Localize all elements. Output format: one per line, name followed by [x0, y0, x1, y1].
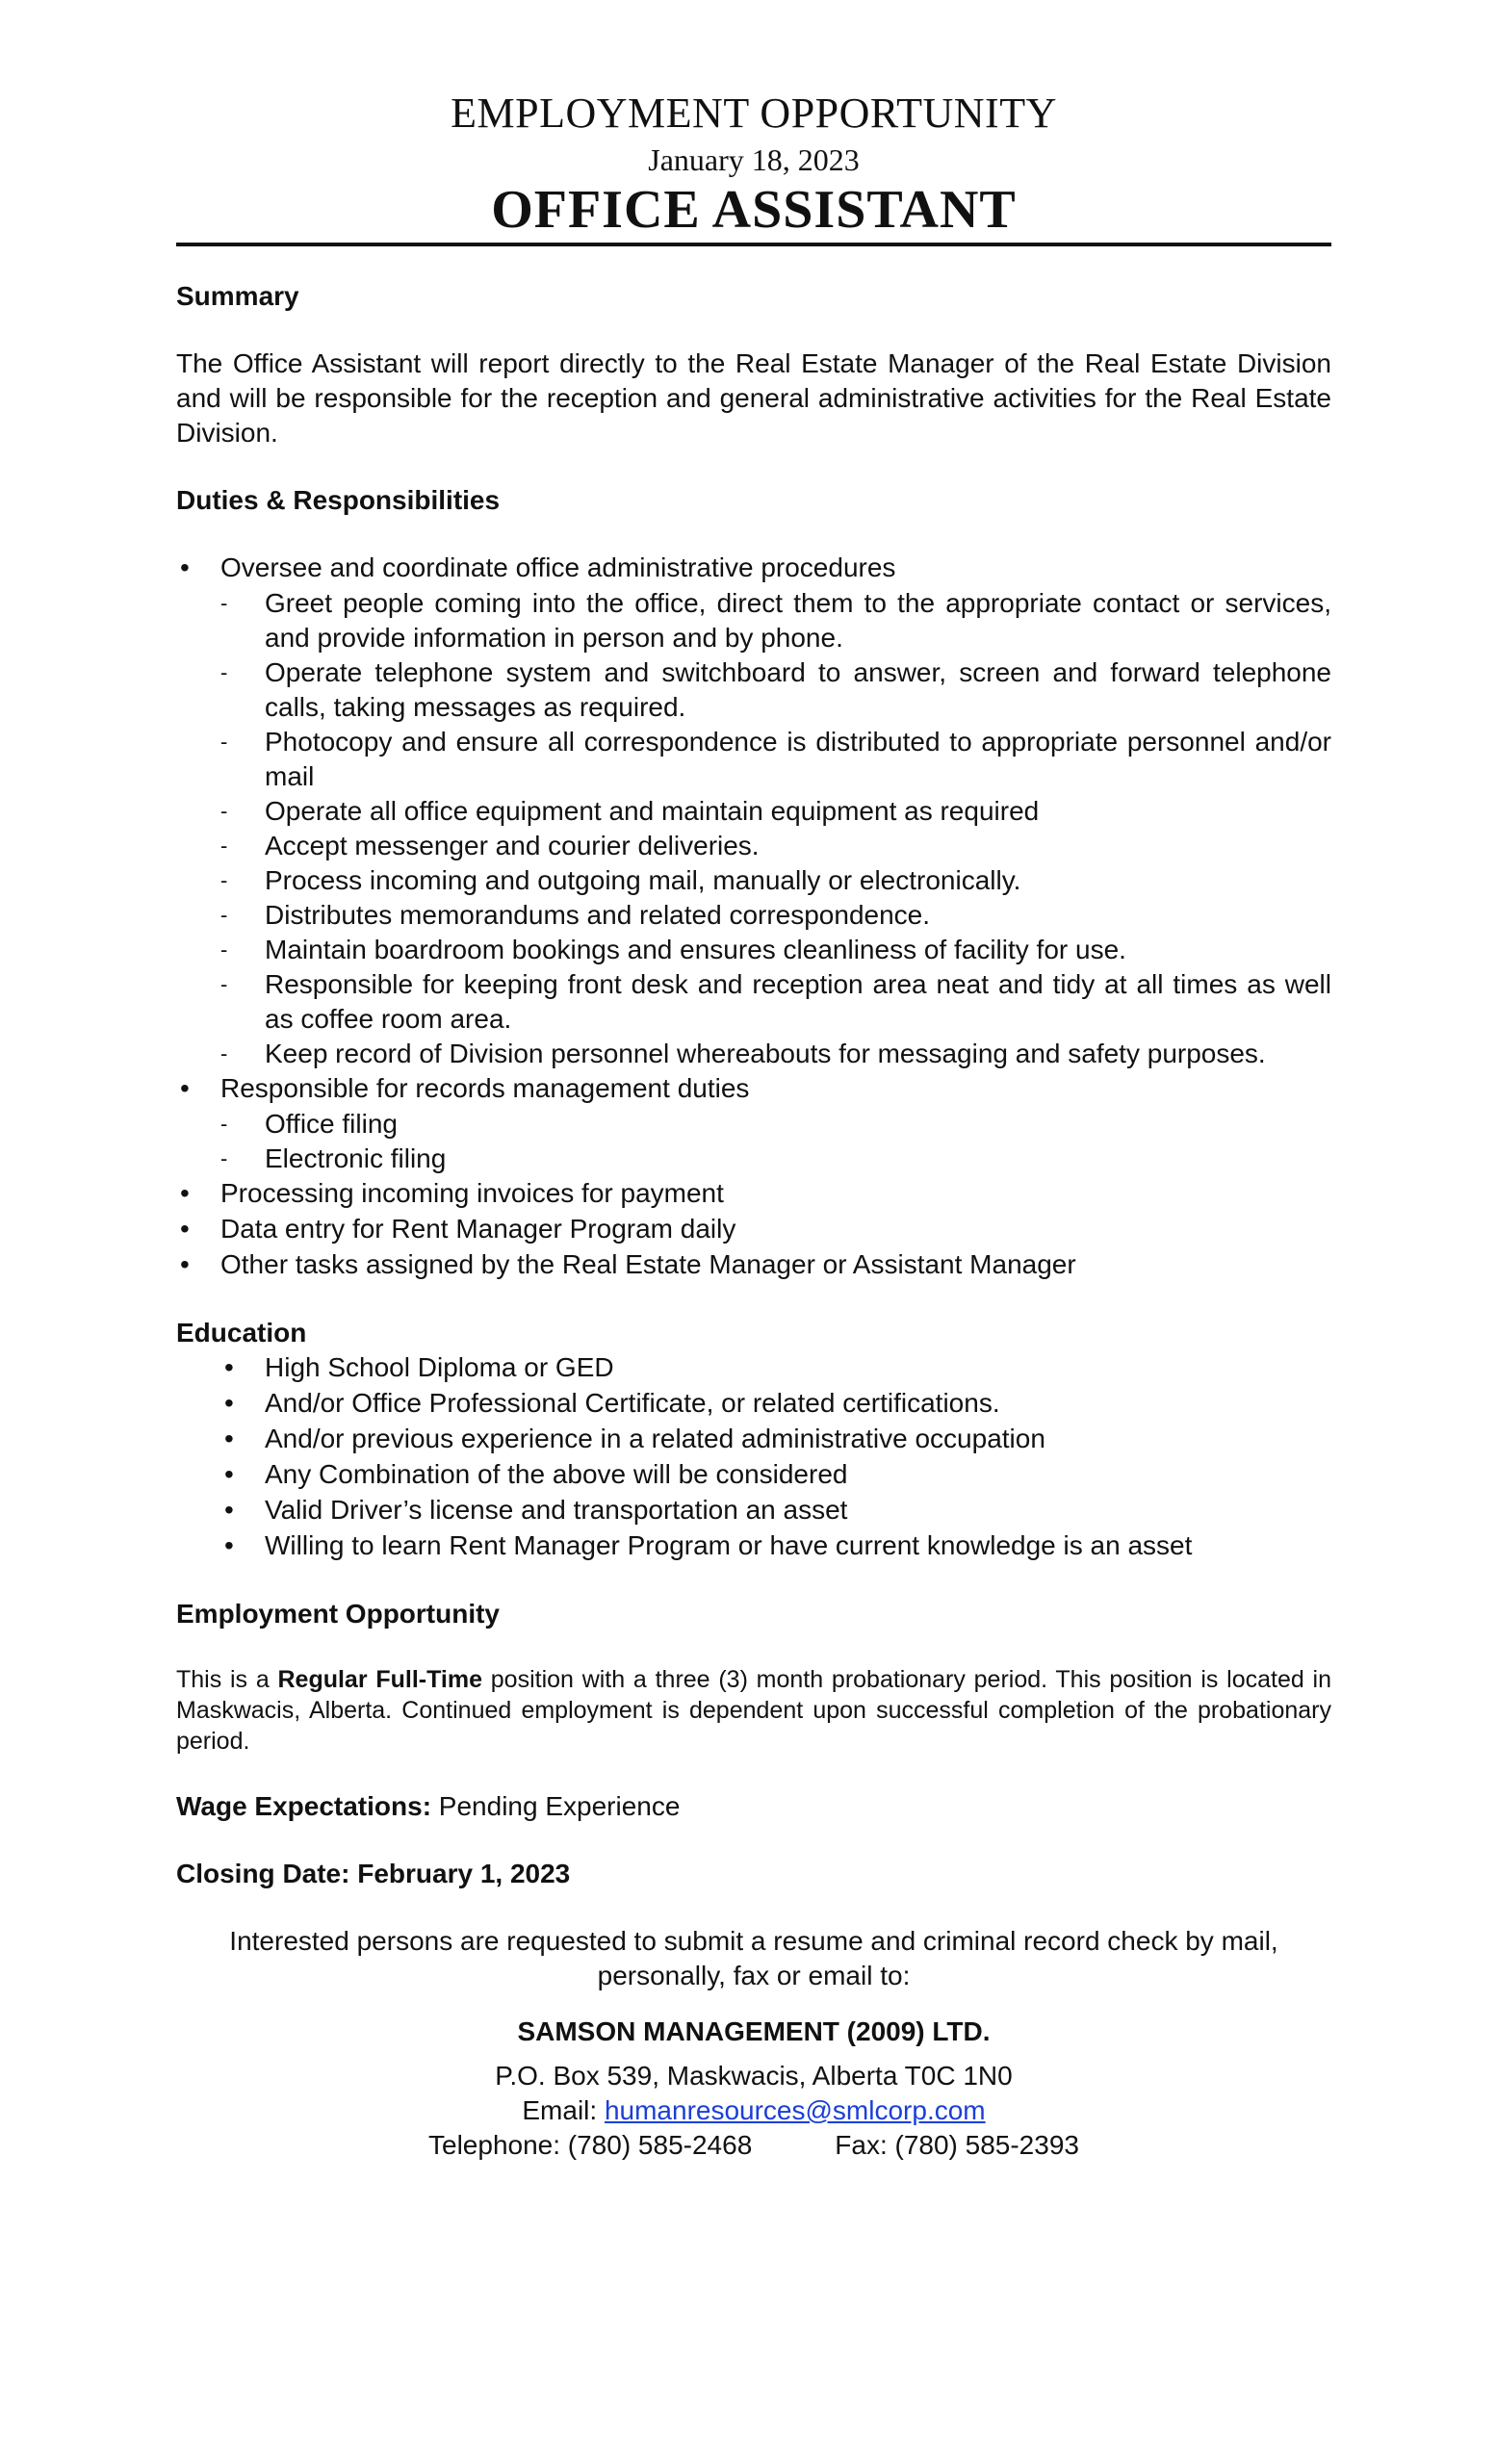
education-list	[176, 1350, 1331, 1563]
closing-date: Closing Date: February 1, 2023	[176, 1859, 571, 1888]
duty-sublist	[220, 586, 1331, 1071]
wage-line	[176, 1789, 1331, 1824]
duty-subitem: - Maintain boardroom bookings and ensures cleanliness of facility for use.	[220, 933, 1331, 967]
duty-item	[176, 1176, 1331, 1211]
employment-text-before: This is a	[176, 1666, 278, 1693]
education-item: • And/or previous experience in a related administrative occupation	[220, 1422, 1331, 1456]
duty-subitem: - Operate all office equipment and maintain equipment as required	[220, 794, 1331, 829]
duties-list	[176, 551, 1331, 1282]
duty-text: • Oversee and coordinate office administrative procedures	[220, 552, 896, 582]
contact-intro: Interested persons are requested to submit a resume and criminal record check by mail, personally, fax or email to:	[229, 1926, 1278, 1990]
education-heading: Education	[176, 1318, 307, 1348]
employment-heading: Employment Opportunity	[176, 1599, 500, 1629]
duty-subitem: - Greet people coming into the office, direct them to the appropriate contact or services, and provide information in person and by phone.	[220, 586, 1331, 655]
job-title: OFFICE ASSISTANT	[491, 180, 1017, 240]
mailing-address: P.O. Box 539, Maskwacis, Alberta T0C 1N0	[495, 2061, 1013, 2091]
header-eyebrow: EMPLOYMENT OPPORTUNITY	[451, 90, 1057, 137]
email-line	[176, 2093, 1331, 2128]
duty-text: • Processing incoming invoices for payment	[220, 1178, 724, 1208]
wage-value: Pending Experience	[431, 1791, 681, 1821]
education-item: • Willing to learn Rent Manager Program or have current knowledge is an asset	[220, 1528, 1331, 1563]
header-date: January 18, 2023	[648, 142, 860, 177]
company-name: SAMSON MANAGEMENT (2009) LTD.	[517, 2016, 991, 2046]
duty-subitem: - Operate telephone system and switchboard to answer, screen and forward telephone calls, taking messages as required.	[220, 655, 1331, 725]
education-item: • High School Diploma or GED	[220, 1350, 1331, 1385]
duty-text: • Responsible for records management duties	[220, 1073, 750, 1103]
email-link[interactable]: humanresources@smlcorp.com	[604, 2095, 986, 2125]
duties-heading: Duties & Responsibilities	[176, 485, 501, 515]
duty-subitem: - Office filing	[220, 1107, 1331, 1142]
duty-subitem: - Photocopy and ensure all correspondence is distributed to appropriate personnel and/or mail	[220, 725, 1331, 794]
duty-subitem: - Accept messenger and courier deliveries.	[220, 829, 1331, 863]
education-item: • Valid Driver’s license and transportation an asset	[220, 1493, 1331, 1527]
email-label: Email:	[522, 2095, 605, 2125]
duty-subitem: - Distributes memorandums and related correspondence.	[220, 898, 1331, 933]
fax: Fax: (780) 585-2393	[835, 2130, 1079, 2160]
telephone: Telephone: (780) 585-2468	[428, 2130, 753, 2160]
duty-text: • Data entry for Rent Manager Program daily	[220, 1214, 736, 1244]
summary-heading: Summary	[176, 281, 299, 311]
header-divider	[176, 243, 1331, 246]
phone-fax-line	[176, 2128, 1331, 2163]
duty-item	[176, 551, 1331, 1071]
duty-subitem: - Responsible for keeping front desk and reception area neat and tidy at all times as well as coffee room area.	[220, 967, 1331, 1037]
duty-text: • Other tasks assigned by the Real Estate Manager or Assistant Manager	[220, 1249, 1076, 1279]
employment-text	[176, 1664, 1331, 1757]
summary-text: The Office Assistant will report directly to the Real Estate Manager of the Real Estate Division and will be responsible for the reception and general administrative activities for the Real Estate Division.	[176, 348, 1331, 448]
duty-item	[176, 1071, 1331, 1176]
wage-label: Wage Expectations:	[176, 1791, 432, 1821]
duty-subitem: - Process incoming and outgoing mail, manually or electronically.	[220, 863, 1331, 898]
education-item: • And/or Office Professional Certificate, or related certifications.	[220, 1386, 1331, 1421]
duty-subitem: - Keep record of Division personnel whereabouts for messaging and safety purposes.	[220, 1037, 1331, 1071]
employment-type: Regular Full-Time	[277, 1666, 482, 1693]
duty-subitem: - Electronic filing	[220, 1142, 1331, 1176]
education-item: • Any Combination of the above will be considered	[220, 1457, 1331, 1492]
document-body	[176, 279, 1331, 2163]
duty-item	[176, 1212, 1331, 1246]
duty-item	[176, 1247, 1331, 1282]
duty-sublist	[220, 1107, 1331, 1176]
employment-text-after: position with a three (3) month probationary period. This position is located in Maskwacis, Alberta. Continued employment is dependent upon successful completion of the probationary period.	[176, 1666, 1331, 1755]
